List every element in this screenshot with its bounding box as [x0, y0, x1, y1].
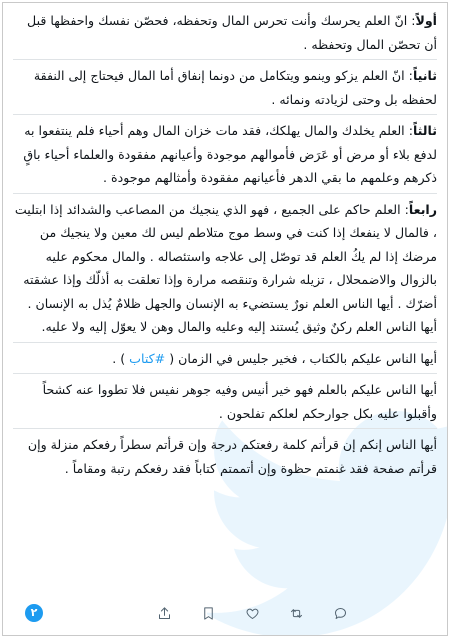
paragraph-label: رابعاً	[408, 201, 437, 217]
paragraph-label: أولاً	[415, 13, 437, 28]
page-number-badge: ٢	[25, 604, 43, 622]
paragraph-second	[13, 64, 437, 115]
paragraph-book	[13, 347, 437, 375]
paragraph-fourth	[13, 198, 437, 343]
bookmark-icon[interactable]	[199, 604, 217, 622]
paragraph-text: : انّ العلم يزكو وينمو ويتكامل من دونما إنفاق أما المال فيحتاج إلى النفقة لحفظه بل وحتى لزيادته ونمائه .	[33, 68, 437, 107]
retweet-icon[interactable]	[287, 604, 305, 622]
paragraph-text: : العلم حاكم على الجميع ، فهو الذي ينجيك من المصاعب والشدائد إذا ابتليت ، فالمال لا ينفعك إذا كنت في وسط موج متلاطم ليس لك معين ولا ينجيك من مرضك إذا لم يكُ العلم قد توصّل إلى علاجه واستئصاله . والمال محكوم عليه بالزوال والاضمحلال ، تزيله شرارة وتنقصه مرارة وإذا تعلقت به أذلّك وإذا عشقته أضرّك . أيها الناس العلم نورٌ يستضيء به الإنسان والجهل ظلامٌ يُذل به الإنسان . أيها الناس العلم ركنٌ وثيق يُستند إليه وعليه والمال وهن لا يعوّل إليه ولا عليه.	[14, 201, 437, 334]
paragraph-text: : العلم يخلدك والمال يهلكك، فقد مات خزان المال وهم أحياء فلم ينتفعوا به لدفع بلاء أو مرض أو عَرَض فأموالهم موجودة وأعيانهم مفقودة والعلماء أحياء باقٍ ذكرهم وعلمهم ما بقي الدهر فأعيانهم مفقودة وأمثالهم موجودة .	[23, 123, 437, 185]
reply-icon[interactable]	[331, 604, 349, 622]
tweet-card	[2, 2, 448, 636]
hashtag-link[interactable]: #كتاب	[129, 350, 170, 366]
paragraph-label: ثالثاً	[412, 123, 437, 138]
paragraph-text: أيها الناس إنكم إن قرأتم كلمة رفعتكم درجة وإن قرأتم سطراً رفعكم منزلة وإن قرأتم صفحة فقد غنمتم حظوة وإن أتممتم كتاباً فقد رفعكم رتبة ومقاماً .	[27, 437, 437, 476]
paragraph-knowledge	[13, 378, 437, 429]
paragraph-text-end: ) .	[112, 350, 130, 366]
paragraph-third	[13, 119, 437, 194]
paragraph-first	[13, 9, 437, 60]
paragraph-text: أيها الناس عليكم بالعلم فهو خير أنيس وفيه جوهر نفيس فلا تطووا عنه كشحاً وأقبلوا عليه بكل جوارحكم لعلكم تفلحون .	[42, 382, 437, 421]
paragraph-text: : انّ العلم يحرسك وأنت تحرس المال وتحفظه، فحصّن نفسك واحفظها قبل أن تحصّن المال وتحفظه .	[27, 13, 437, 52]
like-icon[interactable]	[243, 604, 261, 622]
action-bar	[155, 601, 349, 625]
tweet-text	[13, 9, 437, 487]
paragraph-label: ثانياً	[412, 68, 437, 83]
tweet-footer	[3, 601, 447, 629]
paragraph-text: أيها الناس عليكم بالكتاب ، فخير جليس في الزمان (	[169, 350, 437, 366]
share-icon[interactable]	[155, 604, 173, 622]
paragraph-reading	[13, 433, 437, 483]
